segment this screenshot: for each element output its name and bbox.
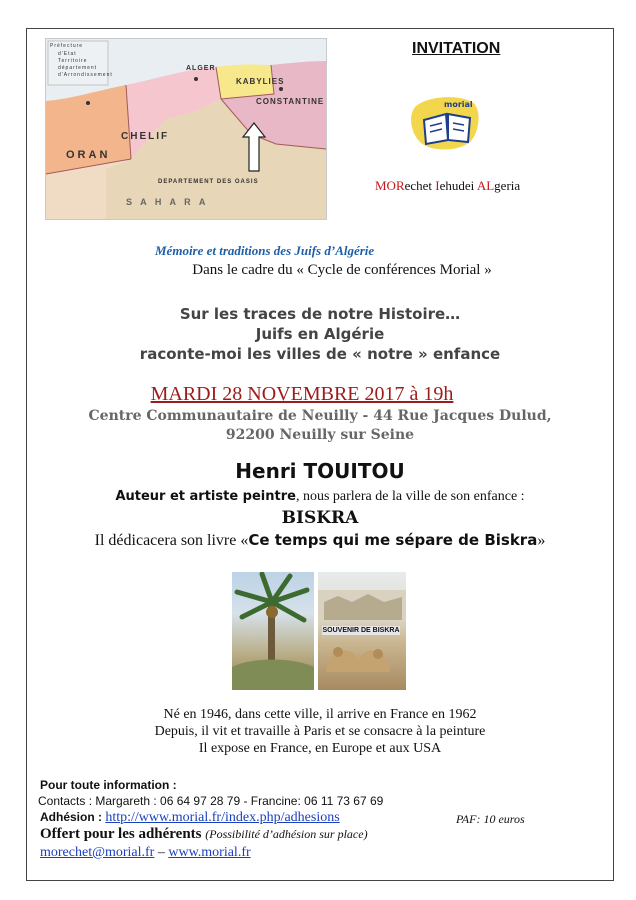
conference-cycle: Dans le cadre du « Cycle de conférences Morial » <box>192 262 492 278</box>
links-dash: – <box>154 845 169 860</box>
tagline: Mémoire et traditions des Juifs d’Algérie <box>155 243 375 258</box>
website-link[interactable]: www.morial.fr <box>168 845 251 860</box>
contacts-line: Contacts : Margareth : 06 64 97 28 79 - Francine: 06 11 73 67 69 <box>38 794 384 808</box>
map-legend-3: Territoire <box>58 58 88 64</box>
bio-line-2: Depuis, il vit et travaille à Paris et se consacre à la peinture <box>154 724 486 739</box>
org-prefix-3: AL <box>476 178 495 193</box>
map-label-sahara: S A H A R A <box>126 197 209 207</box>
biskra-souvenir-photo <box>318 572 406 690</box>
contact-links <box>40 845 251 861</box>
offer-note: (Possibilité d’adhésion sur place) <box>205 827 368 841</box>
paf-price: PAF: 10 euros <box>456 812 525 826</box>
city-name: BISKRA <box>281 508 359 528</box>
map-label-kabylies: KABYLIES <box>236 77 285 86</box>
adhesion-label: Adhésion : <box>40 810 106 824</box>
org-fullname <box>375 178 520 194</box>
book-dedication <box>26 531 614 550</box>
map-label-chelif: CHELIF <box>121 131 170 142</box>
event-place-line-2: 92200 Neuilly sur Seine <box>225 427 415 443</box>
dedication-suffix: » <box>537 532 546 549</box>
speaker-name: Henri TOUITOU <box>235 459 405 483</box>
logo-text: morial <box>444 100 473 109</box>
map-label-alger: ALGER <box>186 65 216 72</box>
email-link[interactable]: morechet@morial.fr <box>40 845 155 860</box>
map-label-constantine: CONSTANTINE <box>256 97 325 106</box>
title-line-1: Sur les traces de notre Histoire… <box>179 305 461 323</box>
org-prefix-2: I <box>435 178 440 193</box>
morial-logo <box>408 92 488 154</box>
title-line-2: Juifs en Algérie <box>255 325 385 343</box>
palm-tree-drawing <box>232 572 314 690</box>
info-heading: Pour toute information : <box>40 778 177 792</box>
speaker-role: Auteur et artiste peintre <box>115 489 296 504</box>
event-date: MARDI 28 NOVEMBRE 2017 à 19h <box>150 383 454 405</box>
offer-text: Offert pour les adhérents <box>40 826 202 842</box>
map-legend-2: d'Etat <box>58 51 77 57</box>
map-label-oran: ORAN <box>66 149 111 161</box>
title-line-3: raconte-moi les villes de « notre » enfance <box>139 345 501 363</box>
org-word-2: ehudei <box>439 178 477 193</box>
bio-line-1: Né en 1946, dans cette ville, il arrive en France en 1962 <box>163 707 477 722</box>
speaker-role-rest: , nous parlera de la ville de son enfance : <box>295 489 525 504</box>
map-legend-4: département <box>58 65 98 71</box>
bio-line-3: Il expose en France, en Europe et aux USA <box>198 741 442 756</box>
adhesion-link[interactable]: http://www.morial.fr/index.php/adhesions <box>105 810 340 825</box>
org-word-3: geria <box>494 178 521 193</box>
org-prefix-1: MOR <box>375 178 405 193</box>
offer-line <box>40 826 368 843</box>
souvenir-caption: SOUVENIR DE BISKRA <box>322 627 400 634</box>
event-place-line-1: Centre Communautaire de Neuilly - 44 Rue Jacques Dulud, <box>88 408 552 424</box>
speaker-description <box>26 489 614 505</box>
invitation-heading: INVITATION <box>412 40 501 57</box>
map-label-oasis: DEPARTEMENT DES OASIS <box>158 179 259 185</box>
palm-tree-photo <box>232 572 314 690</box>
map-legend-1: Préfecture <box>50 43 84 49</box>
org-word-1: echet <box>404 178 436 193</box>
map-legend-5: d'Arrondissement <box>58 72 113 78</box>
dedication-prefix: Il dédicacera son livre « <box>94 532 249 549</box>
algeria-map <box>45 38 327 220</box>
book-title: Ce temps qui me sépare de Biskra <box>248 531 538 549</box>
adhesion-line <box>40 810 340 826</box>
